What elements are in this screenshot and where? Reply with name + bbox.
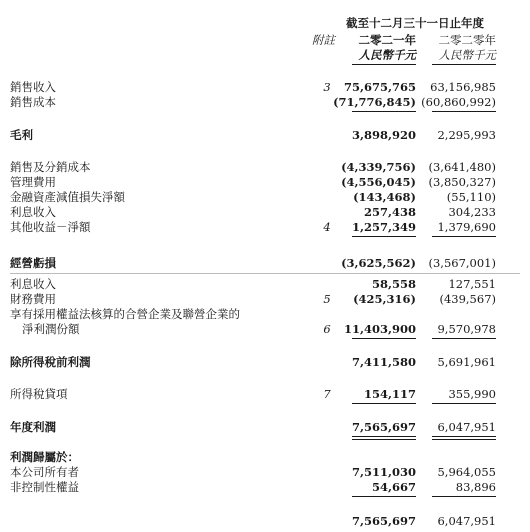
row-prior-value: 5,964,055: [437, 465, 496, 479]
row-prior-value: (3,850,327): [428, 175, 496, 189]
row-label: 銷售及分銷成本: [10, 160, 91, 174]
row-label: 本公司所有者: [10, 465, 79, 479]
subtotal-line: [352, 236, 416, 237]
row-label: 非控制性權益: [10, 480, 79, 494]
total-double-line: [432, 439, 496, 440]
note-column-heading: 附註: [312, 33, 335, 47]
total-line: [352, 436, 416, 437]
row-label: 財務費用: [10, 292, 56, 306]
row-label: 年度利潤: [10, 420, 56, 434]
row-prior-value: 355,990: [448, 387, 496, 401]
row-label-continued: 淨利潤份額: [22, 322, 80, 336]
header-underline-current: [352, 64, 416, 65]
row-note: 4: [323, 220, 331, 234]
row-label: 利息收入: [10, 205, 56, 219]
row-current-value: 7,565,697: [351, 420, 416, 434]
row-prior-value: (55,110): [446, 190, 496, 204]
row-prior-value: 1,379,690: [437, 220, 496, 234]
row-current-value: 257,438: [363, 205, 416, 219]
subtotal-line: [352, 403, 416, 404]
row-current-value: (425,316): [353, 292, 416, 306]
row-prior-value: 83,896: [455, 480, 496, 494]
subtotal-line: [432, 403, 496, 404]
row-current-value: 75,675,765: [343, 80, 416, 94]
row-label: 利息收入: [10, 277, 56, 291]
row-prior-value: 2,295,993: [437, 128, 496, 142]
year-prior-heading: 二零二零年: [438, 33, 496, 47]
row-prior-value: 63,156,985: [430, 80, 496, 94]
row-current-value: 11,403,900: [343, 322, 416, 336]
row-note: 5: [323, 292, 331, 306]
row-label: 所得稅貸項: [10, 387, 68, 401]
row-label: 經營虧損: [10, 256, 56, 270]
row-note: 7: [323, 387, 331, 401]
row-prior-value: 9,570,978: [437, 322, 496, 336]
row-label: 其他收益－淨額: [10, 220, 91, 234]
row-current-value: 7,411,580: [351, 355, 416, 369]
attributable-heading: 利潤歸屬於：: [10, 450, 79, 464]
row-current-value: 154,117: [363, 387, 416, 401]
row-label: 享有採用權益法核算的合營企業及聯營企業的: [10, 307, 240, 321]
subtotal-line: [432, 111, 496, 112]
row-current-value: (143,468): [353, 190, 416, 204]
row-current-value: 7,511,030: [351, 465, 416, 479]
row-prior-value: (3,641,480): [428, 160, 496, 174]
year-current-heading: 二零二一年: [358, 33, 416, 47]
row-note: 6: [323, 322, 331, 336]
unit-current-heading: 人民幣千元: [358, 48, 416, 62]
row-current-value: (4,339,756): [341, 160, 416, 174]
row-current-value: 7,565,697: [351, 514, 416, 528]
row-prior-value: 127,551: [448, 277, 496, 291]
row-current-value: 1,257,349: [351, 220, 416, 234]
row-prior-value: (60,860,992): [421, 95, 496, 109]
row-prior-value: (3,567,001): [428, 256, 496, 270]
row-current-value: (4,556,045): [341, 175, 416, 189]
subtotal-line: [432, 338, 496, 339]
total-double-line: [352, 439, 416, 440]
row-prior-value: 304,233: [448, 205, 496, 219]
row-current-value: 58,558: [371, 277, 416, 291]
period-heading: 截至十二月三十一日止年度: [346, 16, 484, 30]
section-divider: [10, 273, 520, 274]
row-label: 金融資產減值損失淨額: [10, 190, 125, 204]
row-current-value: 3,898,920: [351, 128, 416, 142]
row-prior-value: (439,567): [439, 292, 496, 306]
unit-prior-heading: 人民幣千元: [438, 48, 496, 62]
row-label: 銷售成本: [10, 95, 56, 109]
total-line: [432, 436, 496, 437]
row-note: 3: [323, 80, 331, 94]
header-underline-prior: [432, 64, 496, 65]
row-prior-value: 6,047,951: [437, 420, 496, 434]
row-prior-value: 6,047,951: [437, 514, 496, 528]
subtotal-line: [352, 338, 416, 339]
row-label: 除所得稅前利潤: [10, 355, 91, 369]
row-prior-value: 5,691,961: [437, 355, 496, 369]
subtotal-line: [352, 496, 416, 497]
row-current-value: (71,776,845): [333, 95, 416, 109]
row-label: 管理費用: [10, 175, 56, 189]
subtotal-line: [432, 496, 496, 497]
row-current-value: (3,625,562): [341, 256, 416, 270]
row-current-value: 54,667: [371, 480, 416, 494]
subtotal-line: [432, 236, 496, 237]
subtotal-line: [352, 111, 416, 112]
row-label: 銷售收入: [10, 80, 56, 94]
row-label: 毛利: [10, 128, 33, 142]
